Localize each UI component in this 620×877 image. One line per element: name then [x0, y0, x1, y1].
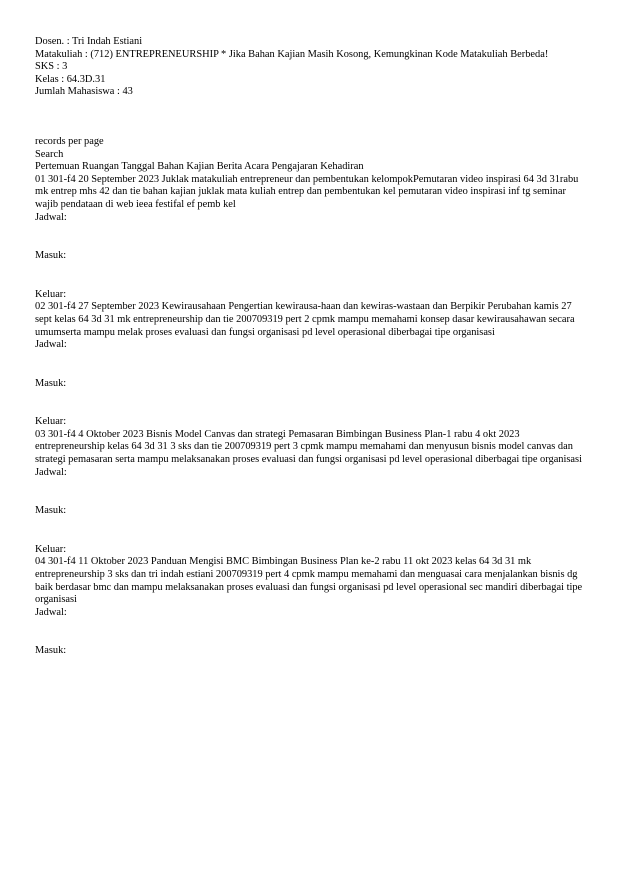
- masuk-label: Masuk:: [35, 377, 67, 389]
- row-content: 02 301-f4 27 September 2023 Kewirausahaan Pengertian kewirausa-haan dan kewiras-wastaan dan Berpikir Perubahan kamis 27 sept kelas 64 3d 31 mk entrepreneurship dan tie 200709319 pert 2 cpmk mampu memahami konsep dasar kewirausahawan secara umumserta mampu melak proses evaluasi dan fungsi organisasi pd level operasional diberbagai tipe organisasi: [35, 301, 575, 338]
- keluar-label: Keluar:: [35, 543, 67, 555]
- records-per-page-label[interactable]: records per page: [35, 135, 104, 147]
- course-info: [35, 36, 590, 99]
- search-label[interactable]: Search: [35, 148, 64, 160]
- jadwal-label: Jadwal:: [35, 339, 67, 351]
- masuk-label: Masuk:: [35, 645, 67, 657]
- keluar-label: Keluar:: [35, 288, 67, 300]
- row-content: 03 301-f4 4 Oktober 2023 Bisnis Model Canvas dan strategi Pemasaran Bimbingan Business Plan-1 rabu 4 okt 2023 entrepreneurship kelas 64 3d 31 3 sks dan tie 200709319 pert 3 cpmk mampu memahami dan menyusun bisnis model canvas dan strategi pemasaran serta mampu melaksanakan proses evaluasi dan fungsi organisasi pd level operasional diberbagai tipe organisasi: [35, 428, 582, 466]
- lecturer-line: Dosen. : Tri Indah Estiani: [35, 36, 143, 47]
- jadwal-label: Jadwal:: [35, 466, 67, 478]
- document-page: [35, 36, 590, 658]
- row-content: 04 301-f4 11 Oktober 2023 Panduan Mengisi BMC Bimbingan Business Plan ke-2 rabu 11 okt 2023 kelas 64 3d 31 mk entrepreneurship 3 sks dan tri indah estiani 200709319 pert 4 cpmk mampu memahami dan menguasai cara menjalankan bisnis dg baik berdasar bmc dan mampu melaksanakan proses evaluasi dan fungsi organisasi pd level operasional sec mandiri diberbagai tipe organisasi: [35, 556, 583, 606]
- table-row: [35, 429, 590, 557]
- table-row: [35, 174, 590, 302]
- jadwal-label: Jadwal:: [35, 211, 67, 223]
- keluar-label: Keluar:: [35, 416, 67, 428]
- class-line: Kelas : 64.3D.31: [35, 73, 106, 85]
- credits-line: SKS : 3: [35, 61, 68, 73]
- table-row: [35, 556, 590, 658]
- course-line: Matakuliah : (712) ENTREPRENEURSHIP * Jika Bahan Kajian Masih Kosong, Kemungkinan Kode Matakuliah Berbeda!: [35, 48, 549, 60]
- masuk-label: Masuk:: [35, 250, 67, 262]
- masuk-label: Masuk:: [35, 505, 67, 517]
- row-content: 01 301-f4 20 September 2023 Juklak matakuliah entrepreneur dan pembentukan kelompokPemutaran video inspirasi 64 3d 31rabu mk entrep mhs 42 dan tie bahan kajian juklak mata kuliah entrep dan pembentukan kel pemutaran video inspirasi inf tg seminar wajib pendataan di web ieea festifal ef pemb kel: [35, 173, 579, 210]
- jadwal-label: Jadwal:: [35, 606, 67, 618]
- student-count-line: Jumlah Mahasiswa : 43: [35, 86, 133, 98]
- table-header-row: Pertemuan Ruangan Tanggal Bahan Kajian Berita Acara Pengajaran Kehadiran: [35, 161, 364, 173]
- spacer: [35, 99, 590, 136]
- table-row: [35, 301, 590, 429]
